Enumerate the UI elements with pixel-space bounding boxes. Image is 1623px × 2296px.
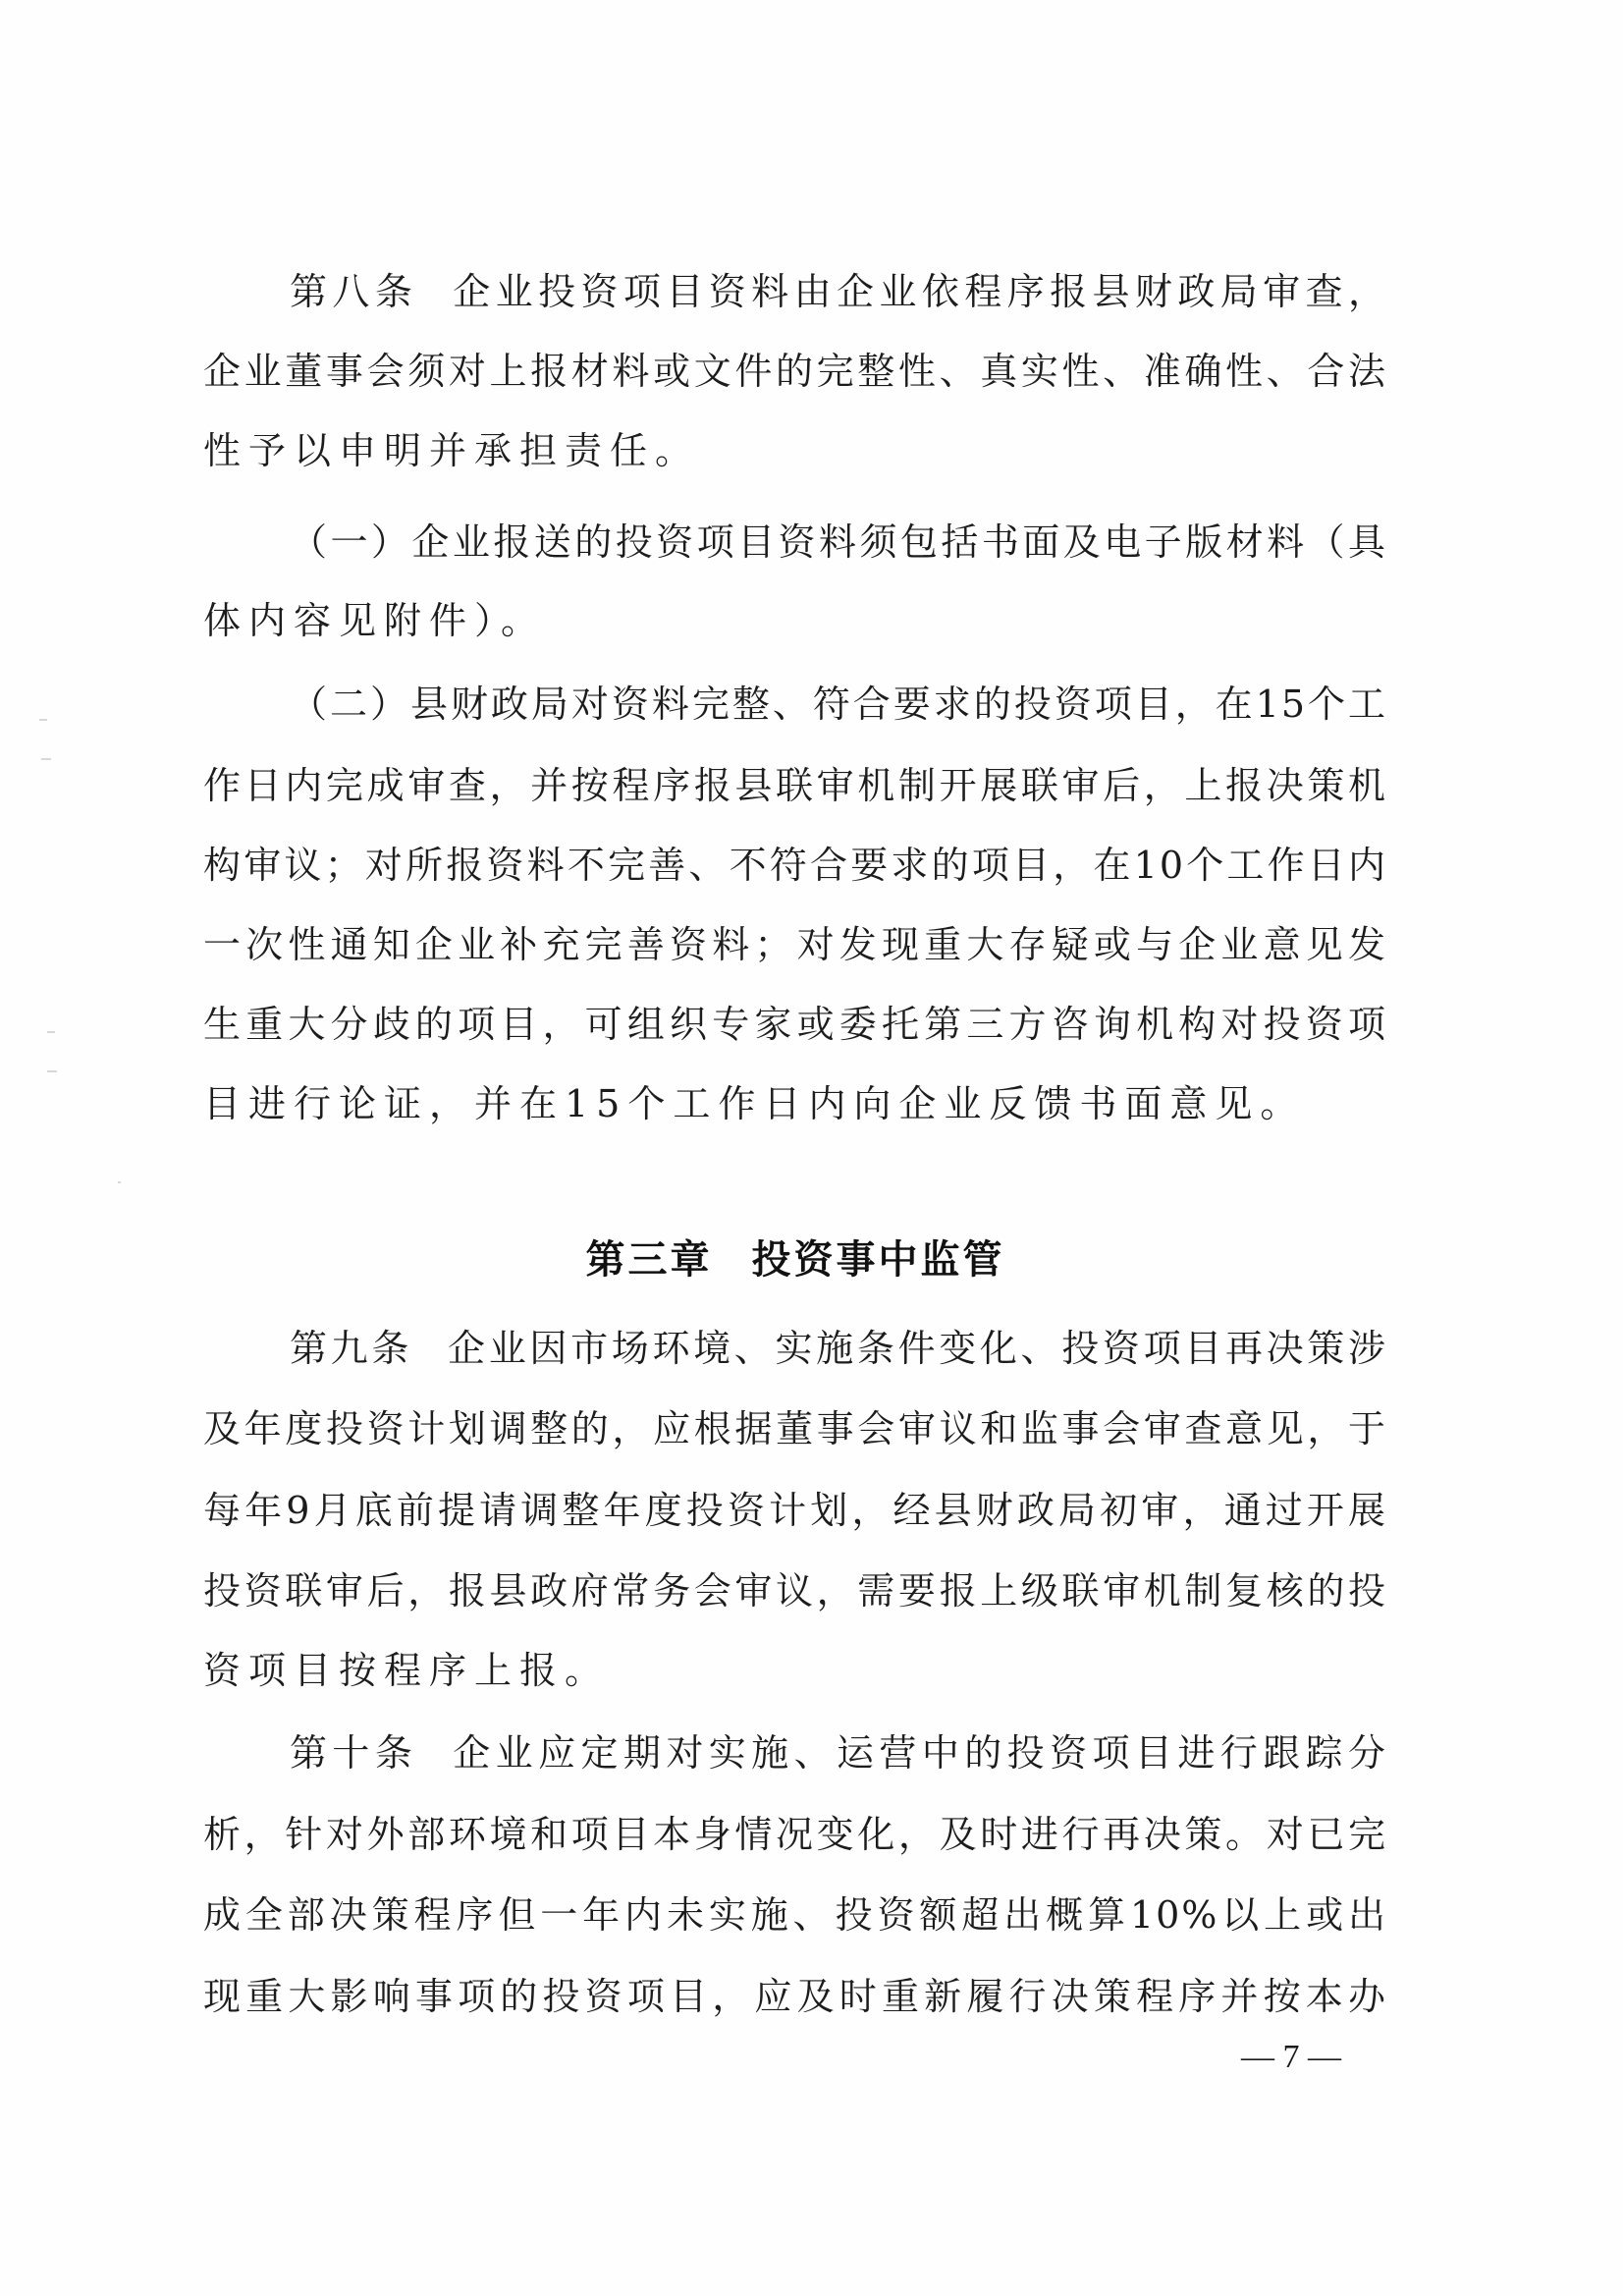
scan-speck (47, 1070, 57, 1072)
article-10-line-3: 成全部决策程序但一年内未实施、投资额超出概算10%以上或出 (203, 1893, 1387, 1937)
item-2-line-6: 目进行论证，并在15个工作日内向企业反馈书面意见。 (203, 1082, 1306, 1125)
item-1-line-1: （一）企业报送的投资项目资料须包括书面及电子版材料（具 (290, 520, 1387, 564)
article-9-line-4: 投资联审后，报县政府常务会审议，需要报上级联审机制复核的投 (203, 1569, 1387, 1613)
article-9-line-3: 每年9月底前提请调整年度投资计划，经县财政局初审，通过开展 (203, 1489, 1387, 1532)
article-9-line-2: 及年度投资计划调整的，应根据董事会审议和监事会审查意见，于 (203, 1407, 1387, 1450)
item-2-line-3: 构审议；对所报资料不完善、不符合要求的项目，在10个工作日内 (203, 844, 1387, 887)
article-8-label: 第八条 (290, 270, 418, 313)
chapter-heading (550, 1230, 1041, 1289)
scan-speck (47, 1031, 55, 1033)
article-9-line-1 (290, 1319, 1387, 1378)
article-10-line-4: 现重大影响事项的投资项目，应及时重新履行决策程序并按本办 (203, 1975, 1387, 2018)
item-2-line-1: （二）县财政局对资料完整、符合要求的投资项目，在15个工 (290, 683, 1387, 726)
article-10-line-1 (290, 1723, 1387, 1782)
item-2-line-5: 生重大分歧的项目，可组织专家或委托第三方咨询机构对投资项 (203, 1003, 1387, 1046)
article-8-line-1 (290, 262, 1387, 321)
article-8-line-3: 性予以申明并承担责任。 (203, 429, 701, 472)
article-10-label: 第十条 (290, 1731, 418, 1775)
scan-speck (39, 719, 47, 721)
chapter-title: 投资事中监管 (751, 1237, 1005, 1283)
article-10-text: 企业应定期对实施、运营中的投资项目进行跟踪分 (453, 1731, 1387, 1775)
scan-speck (118, 1181, 121, 1183)
article-9-line-5: 资项目按程序上报。 (203, 1649, 611, 1692)
item-1-line-2: 体内容见附件）。 (203, 599, 547, 642)
chapter-number: 第三章 (585, 1237, 713, 1283)
item-2-line-2: 作日内完成审查，并按程序报县联审机制开展联审后，上报决策机 (203, 764, 1387, 807)
article-8-line-2: 企业董事会须对上报材料或文件的完整性、真实性、准确性、合法 (203, 350, 1387, 393)
article-9-label: 第九条 (290, 1327, 413, 1370)
article-9-text: 企业因市场环境、实施条件变化、投资项目再决策涉 (448, 1327, 1387, 1370)
page-number: — 7 — (1241, 2039, 1341, 2075)
item-2-line-4: 一次性通知企业补充完善资料；对发现重大存疑或与企业意见发 (203, 923, 1387, 966)
scan-speck (41, 758, 51, 760)
article-10-line-2: 析，针对外部环境和项目本身情况变化，及时进行再决策。对已完 (203, 1813, 1387, 1856)
article-8-text: 企业投资项目资料由企业依程序报县财政局审查， (453, 270, 1387, 313)
